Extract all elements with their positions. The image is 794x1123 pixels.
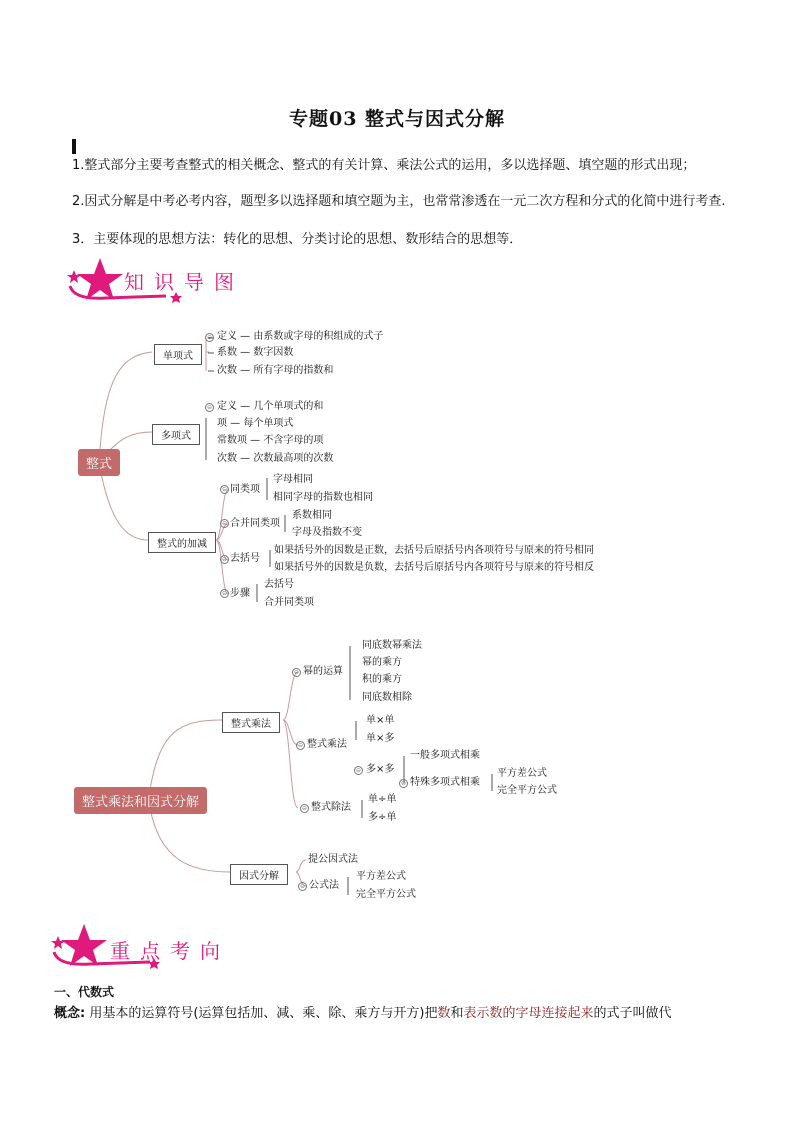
mindmap1-leaf: 合并同类项 — [264, 597, 314, 608]
mindmap1-leaf: 项 — 每个单项式 — [217, 418, 294, 429]
mindmap2-sub: 整式乘法 — [307, 739, 347, 750]
mindmap2-leaf: 完全平方公式 — [497, 785, 557, 796]
mindmap1-leaf: 定义 — 几个单项式的和 — [217, 401, 324, 412]
mindmap2-root: 整式乘法和因式分解 — [74, 787, 207, 814]
mindmap1-leaf: 次数 — 所有字母的指数和 — [217, 365, 334, 376]
concept-highlight: 表示数的字母连接起来 — [463, 1006, 594, 1021]
page-title: 专题03 整式与因式分解 — [288, 108, 506, 130]
mindmap2-leaf: 同底数幂乘法 — [362, 640, 422, 651]
concept-text: 和 — [450, 1006, 464, 1021]
mindmap2-leaf: 一般多项式相乘 — [410, 750, 480, 761]
mindmap2-leaf: 单÷单 — [368, 794, 397, 805]
mindmap2-leaf: 单×多 — [366, 733, 395, 744]
mindmap2-leaf: 特殊多项式相乘 — [410, 777, 480, 788]
mindmap1-leaf: 相同字母的指数也相同 — [273, 492, 373, 503]
concept-highlight: 数 — [437, 1006, 451, 1021]
mindmap1-root: 整式 — [78, 449, 120, 476]
intro-item-1: 1.整式部分主要考查整式的相关概念、整式的有关计算、乘法公式的运用，多以选择题、填空题的形式出现； — [72, 158, 696, 173]
mindmap1-sub: 去括号 — [230, 553, 260, 564]
mindmap2-leaf: 单×单 — [366, 715, 395, 726]
mindmap2-leaf: 多÷单 — [368, 812, 397, 823]
mindmap2-node-multiply: 整式乘法 — [222, 712, 280, 733]
collapse-icon[interactable]: ⊖ — [293, 669, 300, 676]
mindmap1-sub: 同类项 — [230, 484, 260, 495]
collapse-icon[interactable]: ⊖ — [221, 590, 228, 597]
collapse-icon[interactable]: ⊖ — [221, 556, 228, 563]
mindmap1-leaf: 常数项 — 不含字母的项 — [217, 435, 324, 446]
collapse-icon[interactable]: ⊖ — [297, 742, 304, 749]
intro-item-2: 2.因式分解是中考必考内容，题型多以选择题和填空题为主，也常常渗透在一元二次方程和分式的化简中进行考查. — [72, 194, 726, 209]
mindmap1-sub: 步骤 — [230, 588, 250, 599]
mindmap1-leaf: 字母及指数不变 — [292, 527, 362, 538]
collapse-icon[interactable]: ⊖ — [206, 334, 213, 341]
mindmap1-node-polynomial: 多项式 — [152, 424, 200, 445]
mindmap1-leaf: 系数相同 — [292, 510, 332, 521]
mindmap1-sub: 合并同类项 — [230, 518, 280, 529]
heading-algebraic-expression: 一、代数式 — [54, 985, 115, 999]
concept-paragraph — [54, 1002, 744, 1021]
mindmap1-leaf: 如果括号外的因数是负数，去括号后原括号内各项符号与原来的符号相反 — [274, 562, 594, 573]
mindmap1-node-addsub: 整式的加减 — [148, 532, 216, 553]
mindmap2-node-factor: 因式分解 — [230, 864, 288, 885]
mindmap1-leaf: 如果括号外的因数是正数，去括号后原括号内各项符号与原来的符号相同 — [274, 545, 594, 556]
collapse-icon[interactable]: ⊖ — [400, 780, 407, 787]
mindmap2-sub: 整式除法 — [311, 802, 351, 813]
mindmap2-sub: 幂的运算 — [303, 666, 343, 677]
collapse-icon[interactable]: ⊖ — [221, 486, 228, 493]
mindmap2-leaf: 积的乘方 — [362, 674, 402, 685]
section-title-map: 知识导图 — [124, 270, 244, 294]
concept-text: 用基本的运算符号(运算包括加、减、乘、除、乘方与开方)把 — [89, 1006, 438, 1021]
mindmap2-leaf: 完全平方公式 — [356, 889, 416, 900]
mindmap2-leaf: 平方差公式 — [497, 768, 547, 779]
collapse-icon[interactable]: ⊖ — [206, 404, 213, 411]
mindmap1-leaf: 系数 — 数字因数 — [217, 347, 294, 358]
mindmap2-leaf: 幂的乘方 — [362, 657, 402, 668]
mindmap1-leaf: 去括号 — [264, 579, 294, 590]
mindmap2-leaf: 平方差公式 — [356, 871, 406, 882]
collapse-icon[interactable]: ⊖ — [299, 883, 306, 890]
collapse-icon[interactable]: ⊖ — [355, 767, 362, 774]
intro-item-3: 3．主要体现的思想方法：转化的思想、分类讨论的思想、数形结合的思想等． — [72, 232, 523, 247]
mindmap1-node-monomial: 单项式 — [154, 344, 202, 365]
concept-label: 概念: — [54, 1006, 86, 1021]
mindmap1-leaf: 定义 — 由系数或字母的积组成的式子 — [217, 331, 384, 342]
collapse-icon[interactable]: ⊖ — [301, 805, 308, 812]
mindmap2-leaf: 提公因式法 — [308, 854, 358, 865]
collapse-icon[interactable]: ⊖ — [221, 520, 228, 527]
mindmap1-leaf: 次数 — 次数最高项的次数 — [217, 453, 334, 464]
mindmap2-leaf: 同底数相除 — [362, 692, 412, 703]
mindmap1-leaf: 字母相同 — [273, 474, 313, 485]
section-title-focus: 重点考向 — [110, 939, 230, 963]
mindmap2-sub: 公式法 — [309, 880, 339, 891]
mindmap2-leaf: 多×多 — [366, 764, 395, 775]
concept-text: 的式子叫做代 — [593, 1006, 672, 1021]
